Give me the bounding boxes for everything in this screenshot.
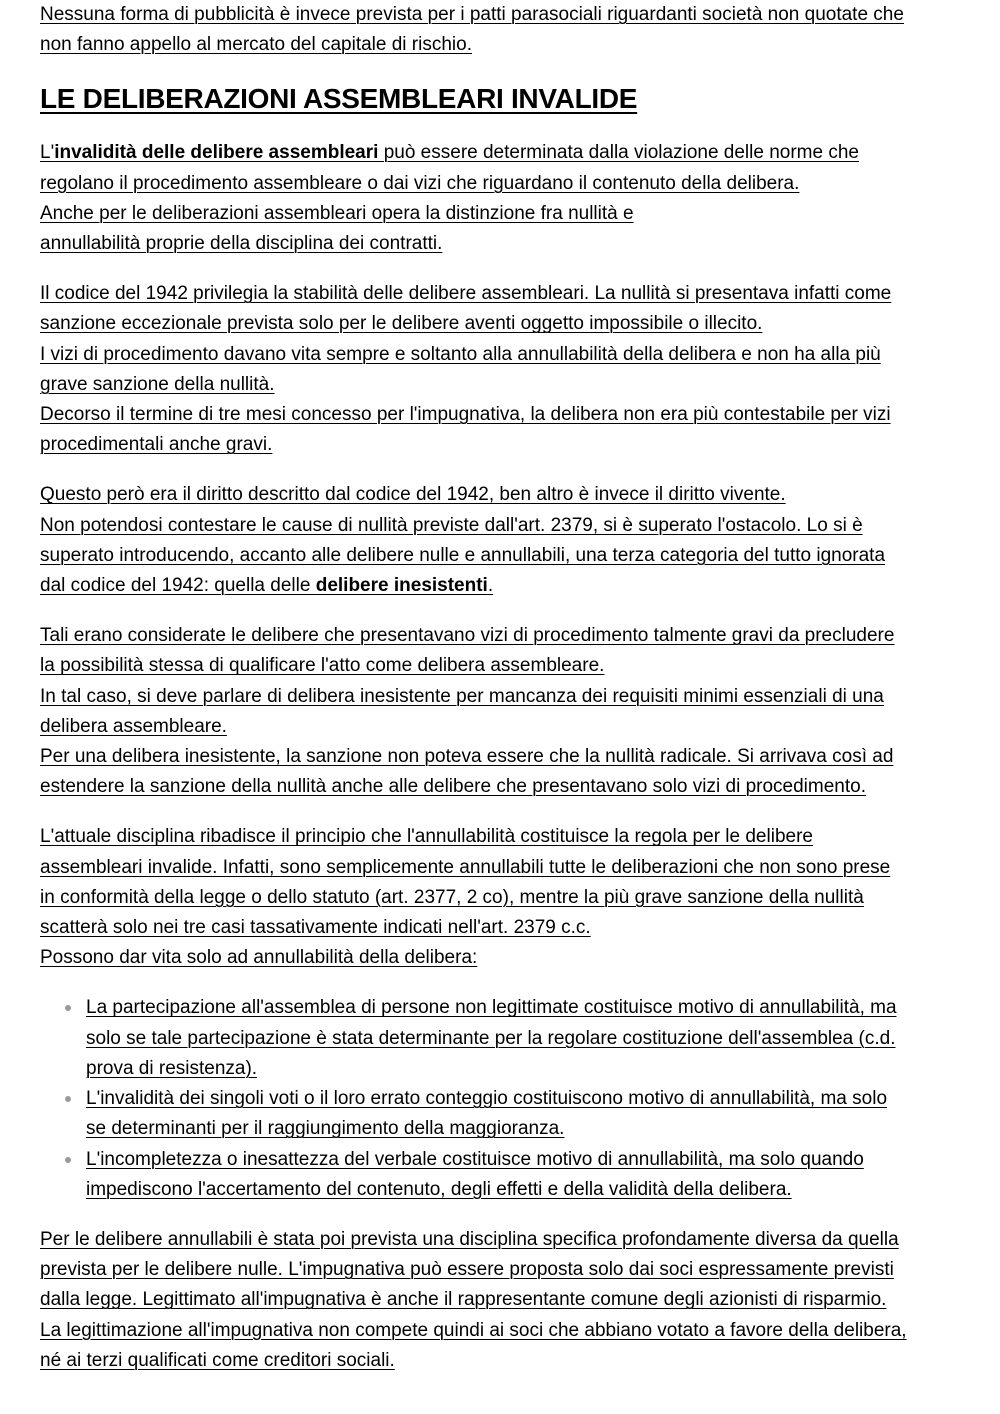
text-line: prova di resistenza). — [86, 1057, 258, 1079]
paragraph-invalidity — [40, 138, 960, 259]
text-line: né ai terzi qualificati come creditori sociali. — [40, 1349, 395, 1371]
text-line: In tal caso, si deve parlare di delibera inesistente per mancanza dei requisiti minimi essenziali di una — [40, 685, 884, 707]
text-line: delibera assembleare. — [40, 715, 227, 737]
text-line: La legittimazione all'impugnativa non compete quindi ai soci che abbiano votato a favore della delibera, — [40, 1319, 907, 1341]
bold-term: invalidità delle delibere assembleari — [54, 142, 379, 164]
text-line: Tali erano considerate le delibere che presentavano vizi di procedimento talmente gravi da precludere — [40, 625, 895, 647]
bold-term: delibere inesistenti — [315, 575, 488, 597]
list-item — [86, 993, 960, 1084]
text-line: se determinanti per il raggiungimento della maggioranza. — [86, 1118, 565, 1140]
text-line: in conformità della legge o dello statuto (art. 2377, 2 co), mentre la più grave sanzione della nullità — [40, 886, 864, 908]
text-line: Questo però era il diritto descritto dal codice del 1942, ben altro è invece il diritto vivente. — [40, 484, 786, 506]
text-line: non fanno appello al mercato del capitale di rischio. — [40, 34, 472, 56]
text-line: annullabilità proprie della disciplina dei contratti. — [40, 233, 443, 255]
text-segment: può essere determinata dalla violazione delle norme che — [378, 142, 859, 164]
paragraph-delibere-annullabili — [40, 1225, 960, 1376]
list-item — [86, 1084, 960, 1144]
paragraph-diritto-vivente — [40, 480, 960, 601]
text-line: Nessuna forma di pubblicità è invece prevista per i patti parasociali riguardanti società non quotate che — [40, 4, 904, 25]
text-line: prevista per le delibere nulle. L'impugnativa può essere proposta solo dai soci espressamente previsti — [40, 1259, 894, 1281]
text-line: regolano il procedimento assembleare o dai vizi che riguardano il contenuto della delibera. — [40, 172, 800, 194]
list-item — [86, 1145, 960, 1205]
intro-paragraph — [40, 0, 960, 60]
text-line: la possibilità stessa di qualificare l'atto come delibera assembleare. — [40, 655, 605, 677]
text-segment: dal codice del 1942: quella delle — [40, 575, 316, 597]
text-line: Decorso il termine di tre mesi concesso per l'impugnativa, la delibera non era più contestabile per vizi — [40, 404, 891, 426]
text-line: L'attuale disciplina ribadisce il principio che l'annullabilità costituisce la regola per le delibere — [40, 826, 813, 848]
text-line: estendere la sanzione della nullità anche alle delibere che presentavano solo vizi di procedimento. — [40, 776, 866, 798]
text-line: Possono dar vita solo ad annullabilità della delibera: — [40, 947, 478, 969]
text-line: Il codice del 1942 privilegia la stabilità delle delibere assembleari. La nullità si presentava infatti come — [40, 283, 892, 305]
bullet-icon — [65, 1005, 71, 1011]
text-line: assembleari invalide. Infatti, sono semplicemente annullabili tutte le deliberazioni che non sono prese — [40, 856, 891, 878]
bullet-icon — [65, 1096, 71, 1102]
annullability-list — [40, 993, 960, 1204]
section-heading: LE DELIBERAZIONI ASSEMBLEARI INVALIDE — [40, 83, 638, 115]
text-segment: . — [487, 575, 494, 597]
text-line: Anche per le deliberazioni assembleari opera la distinzione fra nullità e — [40, 202, 634, 224]
text-line: dalla legge. Legittimato all'impugnativa è anche il rappresentante comune degli azionisti di risparmio. — [40, 1289, 887, 1311]
text-line: impediscono l'accertamento del contenuto, degli effetti e della validità della delibera. — [86, 1178, 792, 1200]
text-line: L'invalidità dei singoli voti o il loro errato conteggio costituiscono motivo di annullabilità, ma solo — [86, 1088, 888, 1110]
text-line: Per una delibera inesistente, la sanzione non poteva essere che la nullità radicale. Si arrivava così ad — [40, 746, 894, 768]
text-line: Per le delibere annullabili è stata poi prevista una disciplina specifica profondamente diversa da quella — [40, 1228, 899, 1250]
bullet-icon — [65, 1157, 71, 1163]
text-line: superato introducendo, accanto alle delibere nulle e annullabili, una terza categoria del tutto ignorata — [40, 544, 886, 566]
text-line: Non potendosi contestare le cause di nullità previste dall'art. 2379, si è superato l'ostacolo. Lo si è — [40, 514, 863, 536]
text-line — [40, 138, 960, 168]
text-line — [40, 571, 960, 601]
text-line: L'incompletezza o inesattezza del verbale costituisce motivo di annullabilità, ma solo quando — [86, 1148, 864, 1170]
text-line: La partecipazione all'assemblea di persone non legittimate costituisce motivo di annullabilità, ma — [86, 997, 897, 1019]
text-line: procedimentali anche gravi. — [40, 434, 273, 456]
text-line: I vizi di procedimento davano vita sempre e soltanto alla annullabilità della delibera e non ha alla più — [40, 343, 881, 365]
text-line: sanzione eccezionale prevista solo per le delibere aventi oggetto impossibile o illecito. — [40, 313, 763, 335]
paragraph-attuale-disciplina — [40, 822, 960, 973]
text-line: scatterà solo nei tre casi tassativamente indicati nell'art. 2379 c.c. — [40, 917, 591, 939]
paragraph-codice-1942 — [40, 279, 960, 460]
text-line: solo se tale partecipazione è stata determinante per la regolare costituzione dell'assemblea (c.d. — [86, 1027, 896, 1049]
paragraph-delibere-inesistenti — [40, 621, 960, 802]
text-segment: L' — [40, 142, 55, 164]
text-line: grave sanzione della nullità. — [40, 373, 275, 395]
